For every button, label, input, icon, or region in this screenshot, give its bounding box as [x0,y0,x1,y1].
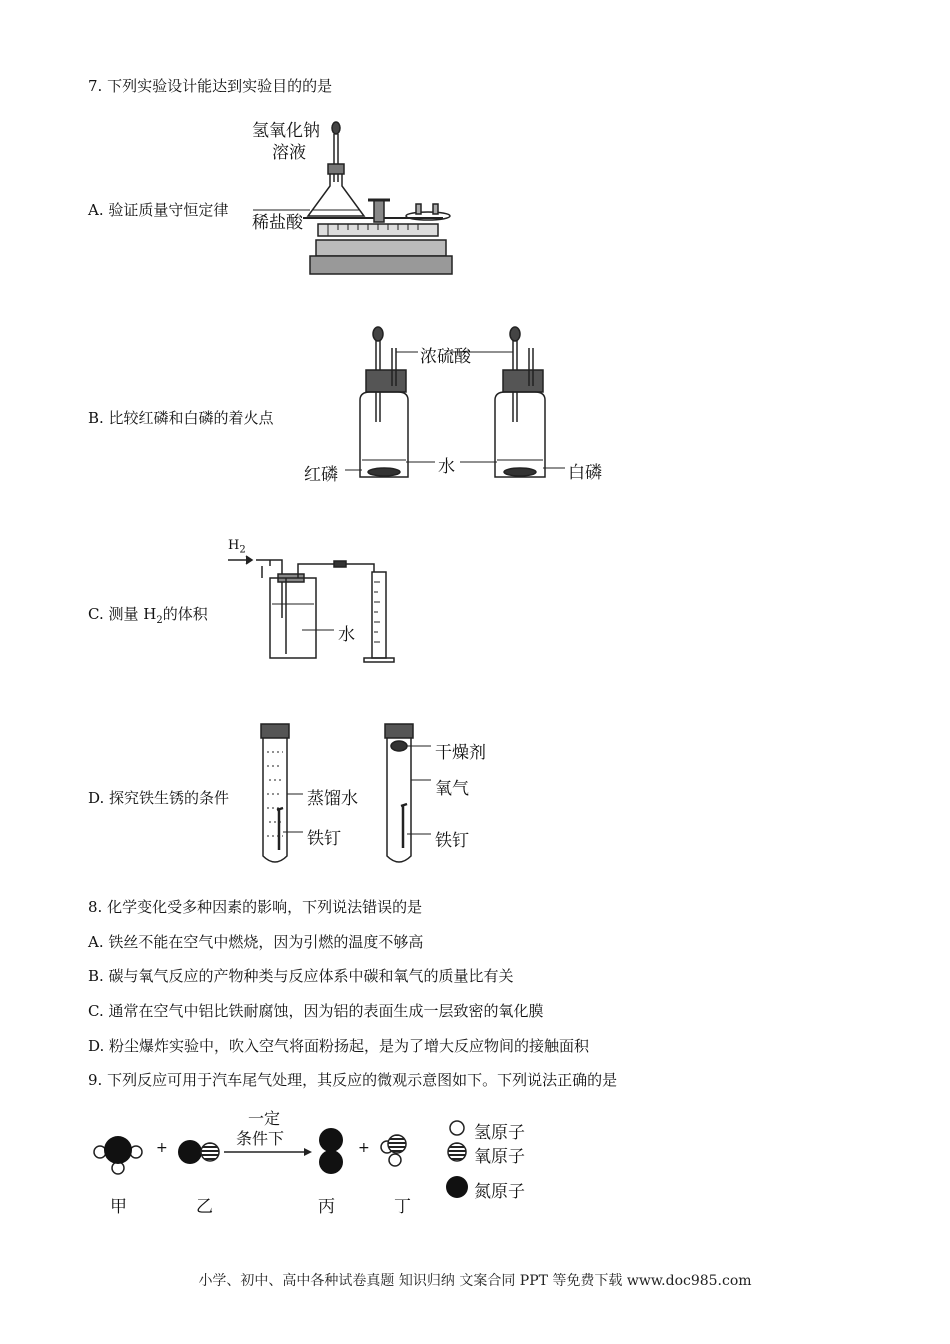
q7-option-c-suffix: 的体积 [162,605,208,623]
page-footer: 小学、初中、高中各种试卷真题 知识归纳 文案合同 PPT 等免费下载 www.doc985.com [198,1273,752,1289]
q8-option-b: B. 碳与氧气反应的产物种类与反应体系中碳和氧气的质量比有关 [88,967,514,985]
figure-gas-volume [224,538,414,668]
q7-option-c-sub: 2 [156,615,163,626]
label-jia: 甲 [110,1197,127,1217]
label-water-b: 水 [438,457,455,477]
q9-stem: 9. 下列反应可用于汽车尾气处理，其反应的微观示意图如下。下列说法正确的是 [88,1071,618,1089]
plus-sign-1: + [156,1140,168,1156]
label-bing: 丙 [318,1197,335,1217]
figure-iron-rust [255,722,505,870]
q7-option-a: A. 验证质量守恒定律 [88,201,229,219]
label-iron-nail-2: 铁钉 [435,831,469,851]
q7-stem: 7. 下列实验设计能达到实验目的的是 [88,77,333,95]
figure-reaction [88,1106,548,1216]
figure-balance [248,112,468,288]
label-distilled-water: 蒸馏水 [307,789,358,809]
label-conc-h2so4: 浓硫酸 [420,347,471,367]
plus-sign-2: + [358,1140,370,1156]
label-h2-gas [228,538,246,556]
q8-option-d: D. 粉尘爆炸实验中，吹入空气将面粉扬起，是为了增大反应物间的接触面积 [88,1037,590,1055]
label-dilute-hcl: 稀盐酸 [252,213,303,233]
legend-nitrogen: 氮原子 [474,1182,525,1202]
label-h2-gas-symbol: H [228,538,240,553]
q7-option-d: D. 探究铁生锈的条件 [88,789,230,807]
gas-volume-diagram [224,538,414,668]
q8-option-a: A. 铁丝不能在空气中燃烧，因为引燃的温度不够高 [88,933,424,951]
condition-line-1: 一定 [248,1109,281,1128]
label-desiccant: 干燥剂 [435,743,486,763]
label-solution: 溶液 [272,143,306,163]
legend-hydrogen: 氢原子 [474,1123,525,1143]
q7-option-c [88,604,208,631]
condition-line-2: 条件下 [236,1129,285,1148]
q8-stem: 8. 化学变化受多种因素的影响，下列说法错误的是 [88,898,423,916]
label-oxygen: 氧气 [435,779,469,799]
label-iron-nail-1: 铁钉 [307,829,341,849]
label-white-p: 白磷 [568,463,602,483]
label-ding: 丁 [394,1197,411,1217]
q8-option-c: C. 通常在空气中铝比铁耐腐蚀，因为铝的表面生成一层致密的氧化膜 [88,1002,544,1020]
label-yi: 乙 [196,1197,213,1217]
figure-phosphorus [300,322,620,487]
q7-option-b: B. 比较红磷和白磷的着火点 [88,409,274,427]
q7-option-c-prefix: C. 测量 H [88,605,157,623]
label-h2-gas-sub: 2 [239,544,246,556]
legend-oxygen: 氧原子 [474,1147,525,1167]
label-water-c: 水 [338,625,355,645]
label-red-p: 红磷 [304,465,338,485]
label-naoh: 氢氧化钠 [252,121,320,141]
